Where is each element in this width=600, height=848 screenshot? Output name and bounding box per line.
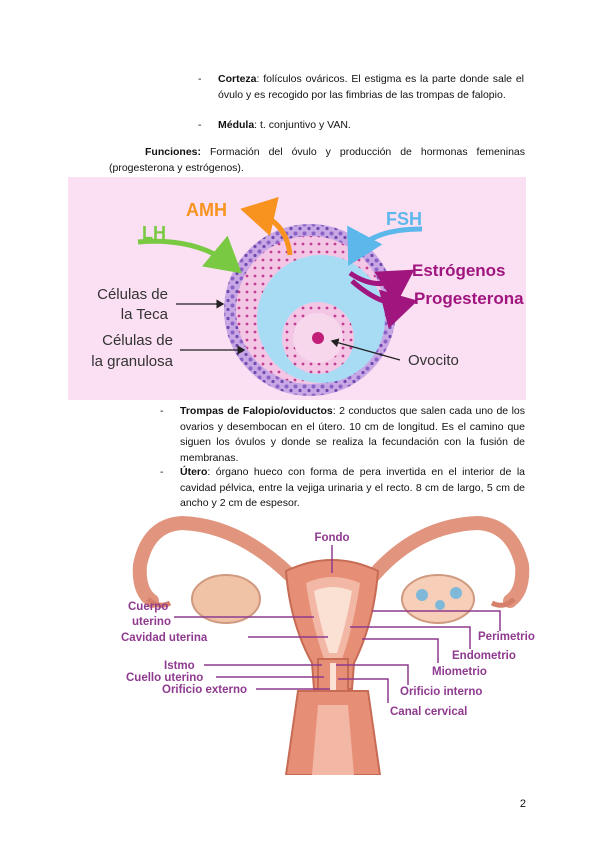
page-number: 2 (519, 798, 526, 810)
cuello-label: Cuello uterino (126, 672, 204, 684)
istmo-label: Istmo (164, 660, 195, 672)
term-utero: Útero (180, 466, 208, 478)
estrogenos-label: Estrógenos (412, 261, 506, 280)
progesterona-label: Progesterona (414, 289, 524, 308)
bullet-dash: - (198, 73, 202, 85)
granulosa-label-line1: Células de (102, 332, 173, 349)
funciones-label: Funciones: (145, 146, 202, 158)
term-trompas: Trompas de Falopio/oviductos (180, 405, 333, 417)
bullet-utero (160, 465, 525, 512)
fondo-label: Fondo (314, 532, 350, 544)
endometrio-label: Endometrio (452, 650, 516, 662)
miometrio-label: Miometrio (432, 666, 487, 678)
lh-label: LH (142, 223, 166, 243)
text-medula: : t. conjuntivo y VAN. (254, 119, 351, 131)
bullet-dash: - (160, 466, 164, 478)
funciones-paragraph (109, 145, 525, 176)
bullet-medula (198, 118, 524, 134)
bullet-trompas (160, 404, 525, 466)
bullet-dash: - (160, 405, 164, 417)
teca-label-line2: la Teca (120, 306, 168, 323)
text-corteza: : folículos ováricos. El estigma es la parte donde sale el óvulo y es recogido por las fimbrias de las trompas de falopio. (218, 73, 524, 101)
term-corteza: Corteza (218, 73, 257, 85)
bullet-corteza (198, 72, 524, 103)
text-utero: : órgano hueco con forma de pera invertida en el interior de la cavidad pélvica, entre la vejiga urinaria y el recto. 8 cm de largo, 5 cm de ancho y 2 cm de espesor. (180, 466, 525, 509)
ovocito-label: Ovocito (408, 352, 459, 369)
teca-label-line1: Células de (97, 286, 168, 303)
perimetrio-label: Perimetrio (478, 631, 535, 643)
canal-label: Canal cervical (390, 706, 468, 718)
orificio-externo-label: Orificio externo (162, 684, 247, 696)
miometrio-pointer (362, 639, 438, 663)
orificio-interno-label: Orificio interno (400, 686, 483, 698)
follicle-diagram (68, 177, 526, 400)
cuerpo-label-line1: Cuerpo (128, 601, 169, 613)
uterus-diagram (118, 513, 548, 775)
fsh-label: FSH (386, 209, 422, 229)
amh-label: AMH (186, 200, 227, 220)
follicle-body (224, 224, 396, 396)
term-medula: Médula (218, 119, 255, 131)
granulosa-label-line2: la granulosa (91, 353, 173, 370)
uterus-illustration (140, 523, 523, 775)
funciones-text: Formación del óvulo y producción de hormonas femeninas (progesterona y estrógenos). (109, 146, 525, 174)
cavidad-label: Cavidad uterina (121, 632, 208, 644)
bullet-dash: - (198, 119, 202, 131)
text-trompas: : 2 conductos que salen cada uno de los ovarios y desembocan en el útero. 10 cm de longitud. Es el camino que siguen los óvulos y donde se realiza la fecundación con la fusión de membranas. (180, 405, 525, 464)
cuerpo-label-line2: uterino (132, 616, 171, 628)
